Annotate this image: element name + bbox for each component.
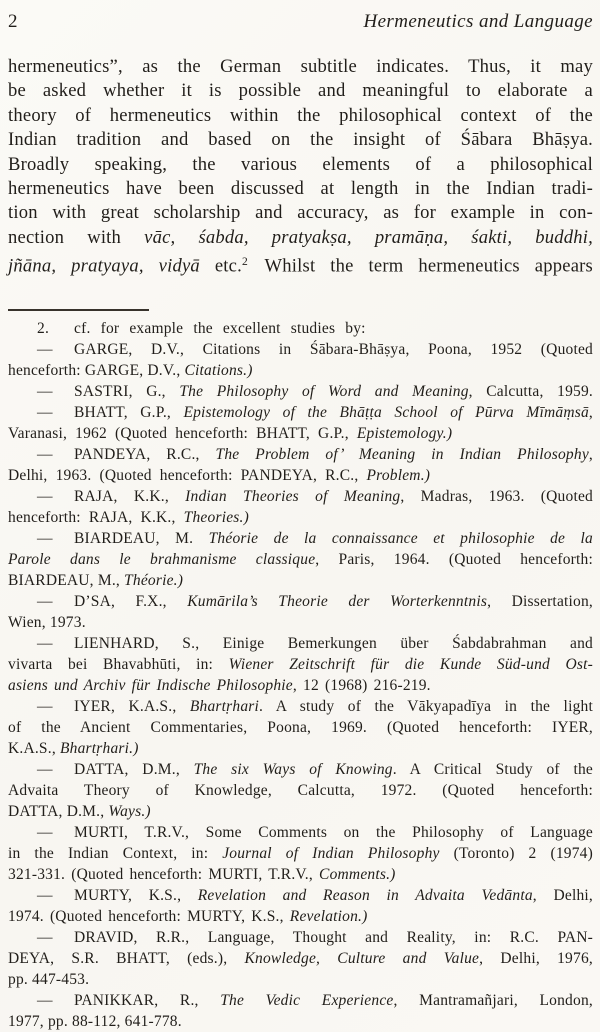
text-segment: hermeneutics”, as the German subtitle indicates. Thus, it may xyxy=(8,56,593,77)
footnote-line xyxy=(8,759,593,780)
text-segment: asiens und Archiv für Indische Philosophie xyxy=(8,676,293,694)
page-header xyxy=(8,10,593,34)
body-text xyxy=(8,55,593,279)
footnote-line xyxy=(8,801,593,822)
text-segment: Varanasi, 1962 (Quoted henceforth: BHATT, G.P., xyxy=(8,424,357,442)
text-segment: Wiener Zeitschrift für die Kunde Süd-und Ost- xyxy=(228,655,593,673)
text-segment: Theories.) xyxy=(183,508,249,526)
footnote-reference-superscript: 2 xyxy=(241,256,248,269)
body-line xyxy=(8,55,593,79)
footnote-line xyxy=(8,843,593,864)
text-segment: . A Critical Study of the xyxy=(392,760,593,778)
text-segment: (Toronto) 2 (1974) xyxy=(439,844,593,862)
footnote-line xyxy=(8,318,593,339)
footnote-line xyxy=(8,864,593,885)
text-segment: Bhartṛhari xyxy=(189,697,260,715)
footnote-line xyxy=(8,969,593,990)
text-segment: Théorie.) xyxy=(124,571,184,589)
footnote-line xyxy=(8,990,593,1011)
footnote-entry-marker: — xyxy=(37,928,53,946)
footnote-line xyxy=(8,927,593,948)
text-segment: nection with xyxy=(8,226,145,248)
footnote-line xyxy=(8,906,593,927)
body-line xyxy=(8,201,593,225)
text-segment: Problem.) xyxy=(366,466,431,484)
footnote-line xyxy=(8,822,593,843)
footnote-line xyxy=(8,528,593,549)
text-segment: DEYA, S.R. BHATT, (eds.), xyxy=(8,949,245,967)
text-segment: RAJA, K.K., xyxy=(74,487,186,505)
text-segment: LIENHARD, S., Einige Bemerkungen über Śabdabrahman and xyxy=(74,634,593,652)
text-segment: Revelation.) xyxy=(289,907,368,925)
text-segment: tion with great scholarship and accuracy, as for example in con- xyxy=(8,202,593,224)
text-segment: PANIKKAR, R., xyxy=(74,991,221,1009)
text-segment: vivarta bei Bhavabhūti, in: xyxy=(8,655,229,673)
text-segment: The Problem of’ Meaning in Indian Philosophy xyxy=(215,445,589,463)
footnote-line xyxy=(8,360,593,381)
footnote-line xyxy=(8,339,593,360)
text-segment: , Paris, 1964. (Quoted henceforth: xyxy=(315,550,593,568)
text-segment: BHATT, G.P., xyxy=(74,403,184,421)
text-segment: Ways.) xyxy=(108,802,151,820)
text-segment: etc. xyxy=(199,255,242,277)
footnote-line xyxy=(8,738,593,759)
text-segment: Indian tradition and based on the insight of Śābara Bhāṣya. xyxy=(8,129,593,151)
text-segment: Théorie de la connaissance et philosophie de la xyxy=(208,529,593,547)
footnote-entry-marker: — xyxy=(37,634,53,652)
footnote-entry-marker: — xyxy=(37,592,53,610)
text-segment: Kumārila’s Theorie der Worterkenntnis xyxy=(187,592,488,610)
footnote-entry-marker: — xyxy=(37,403,53,421)
text-segment: Comments.) xyxy=(319,865,396,883)
footnote-line xyxy=(8,381,593,402)
text-segment: Advaita Theory of Knowledge, Calcutta, 1972. (Quoted henceforth: xyxy=(8,781,593,799)
footnote-line xyxy=(8,444,593,465)
text-segment: , Dissertation, xyxy=(487,592,594,610)
footnote-line xyxy=(8,696,593,717)
footnote-line xyxy=(8,885,593,906)
text-segment: Journal of Indian Philosophy xyxy=(222,844,440,862)
body-line xyxy=(8,79,593,103)
text-segment: MURTY, K.S., xyxy=(74,886,198,904)
text-segment: , xyxy=(588,403,593,421)
footnote-entry-marker: — xyxy=(37,886,53,904)
text-segment: SASTRI, G., xyxy=(74,382,180,400)
text-segment: Knowledge, Culture and Value xyxy=(244,949,480,967)
footnote-line xyxy=(8,633,593,654)
text-segment: , Madras, 1963. (Quoted xyxy=(400,487,593,505)
text-segment: Bhartṛhari.) xyxy=(59,739,139,757)
running-title: Hermeneutics and Language xyxy=(363,11,593,32)
text-segment: Whilst the term hermeneutics appears xyxy=(249,255,593,277)
text-segment: Epistemology.) xyxy=(356,424,453,442)
footnote-line xyxy=(8,486,593,507)
text-segment: jñāna, pratyaya, vidyā xyxy=(8,255,200,277)
text-segment: henceforth: GARGE, D.V., xyxy=(8,361,185,379)
footnote-entry-marker: — xyxy=(37,760,53,778)
footnote-entry-marker: — xyxy=(37,340,53,358)
text-segment: BIARDEAU, M., xyxy=(8,571,125,589)
footnote-line xyxy=(8,465,593,486)
text-segment: BIARDEAU, M. xyxy=(74,529,209,547)
text-segment: henceforth: RAJA, K.K., xyxy=(8,508,184,526)
text-segment: IYER, K.A.S., xyxy=(74,697,190,715)
text-segment: , 12 (1968) 216-219. xyxy=(292,676,431,694)
text-segment: Wien, 1973. xyxy=(8,613,86,631)
footnote-line xyxy=(8,549,593,570)
text-segment: , xyxy=(588,445,593,463)
footnote-entry-marker: 2. xyxy=(37,319,50,337)
footnote-entry-marker: — xyxy=(37,382,53,400)
text-segment: 1974. (Quoted henceforth: MURTY, K.S., xyxy=(8,907,290,925)
footnote-line xyxy=(8,570,593,591)
text-segment: 1977, pp. 88-112, 641-778. xyxy=(8,1012,182,1030)
text-segment: , Delhi, xyxy=(532,886,593,904)
footnote-line xyxy=(8,948,593,969)
text-segment: . A study of the Vākyapadīya in the light xyxy=(259,697,593,715)
body-line xyxy=(8,250,593,279)
text-segment: theory of hermeneutics within the philosophical context of the xyxy=(8,104,593,126)
footnote-line xyxy=(8,507,593,528)
text-segment: , Delhi, 1976, xyxy=(479,949,593,967)
footnote-line xyxy=(8,1011,593,1032)
text-segment: GARGE, D.V., Citations in Śābara-Bhāṣya, Poona, 1952 (Quoted xyxy=(74,340,593,358)
text-segment: , Mantramañjari, London, xyxy=(393,991,593,1009)
footnote-line xyxy=(8,402,593,423)
text-segment: be asked whether it is possible and meaningful to elaborate a xyxy=(8,80,593,102)
text-segment: Delhi, 1963. (Quoted henceforth: PANDEYA, R.C., xyxy=(8,466,367,484)
text-segment: Citations.) xyxy=(184,361,253,379)
text-segment: hermeneutics have been discussed at length in the Indian tradi- xyxy=(8,178,593,200)
text-segment: Broadly speaking, the various elements of a philosophical xyxy=(8,153,593,175)
text-segment: MURTI, T.R.V., Some Comments on the Philosophy of Language xyxy=(74,823,593,841)
text-segment: , Calcutta, 1959. xyxy=(468,382,594,400)
text-segment: cf. for example the excellent studies by: xyxy=(74,319,366,337)
text-segment: K.A.S., xyxy=(8,739,60,757)
text-segment: PANDEYA, R.C., xyxy=(74,445,216,463)
footnote-line xyxy=(8,717,593,738)
footnote-line xyxy=(8,591,593,612)
footnote-entry-marker: — xyxy=(37,487,53,505)
footnote-divider xyxy=(8,309,149,311)
body-line xyxy=(8,153,593,177)
text-segment: The Vedic Experience xyxy=(220,991,394,1009)
text-segment: 321-331. (Quoted henceforth: MURTI, T.R.V., xyxy=(8,865,320,883)
text-segment: DATTA, D.M., xyxy=(74,760,194,778)
text-segment: D’SA, F.X., xyxy=(74,592,188,610)
footnote-line xyxy=(8,675,593,696)
text-segment: vāc, śabda, pratyakṣa, pramāṇa, śakti, buddhi, xyxy=(144,226,594,248)
footnote-entry-marker: — xyxy=(37,697,53,715)
footnote-line xyxy=(8,654,593,675)
body-line xyxy=(8,177,593,201)
text-segment: in the Indian Context, in: xyxy=(8,844,223,862)
body-line xyxy=(8,128,593,152)
text-segment: Parole dans le brahmanisme classique xyxy=(8,550,316,568)
text-segment: of the Ancient Commentaries, Poona, 1969. (Quoted henceforth: IYER, xyxy=(8,718,593,736)
body-line xyxy=(8,104,593,128)
text-segment: DRAVID, R.R., Language, Thought and Reality, in: R.C. PAN- xyxy=(74,928,593,946)
text-segment: Revelation and Reason in Advaita Vedānta xyxy=(197,886,533,904)
footnote-entry-marker: — xyxy=(37,445,53,463)
footnote-entry-marker: — xyxy=(37,529,53,547)
text-segment: DATTA, D.M., xyxy=(8,802,109,820)
page-number: 2 xyxy=(8,11,18,32)
text-segment: Epistemology of the Bhāṭṭa School of Pūrva Mīmāṃsā xyxy=(183,403,589,421)
footnote-line xyxy=(8,780,593,801)
footnotes xyxy=(8,318,593,1032)
footnote-line xyxy=(8,612,593,633)
text-segment: The six Ways of Knowing xyxy=(193,760,393,778)
text-segment: pp. 447-453. xyxy=(8,970,90,988)
footnote-line xyxy=(8,423,593,444)
body-line xyxy=(8,226,593,250)
text-segment: The Philosophy of Word and Meaning xyxy=(179,382,469,400)
text-segment: Indian Theories of Meaning xyxy=(185,487,401,505)
footnote-entry-marker: — xyxy=(37,823,53,841)
footnote-entry-marker: — xyxy=(37,991,53,1009)
